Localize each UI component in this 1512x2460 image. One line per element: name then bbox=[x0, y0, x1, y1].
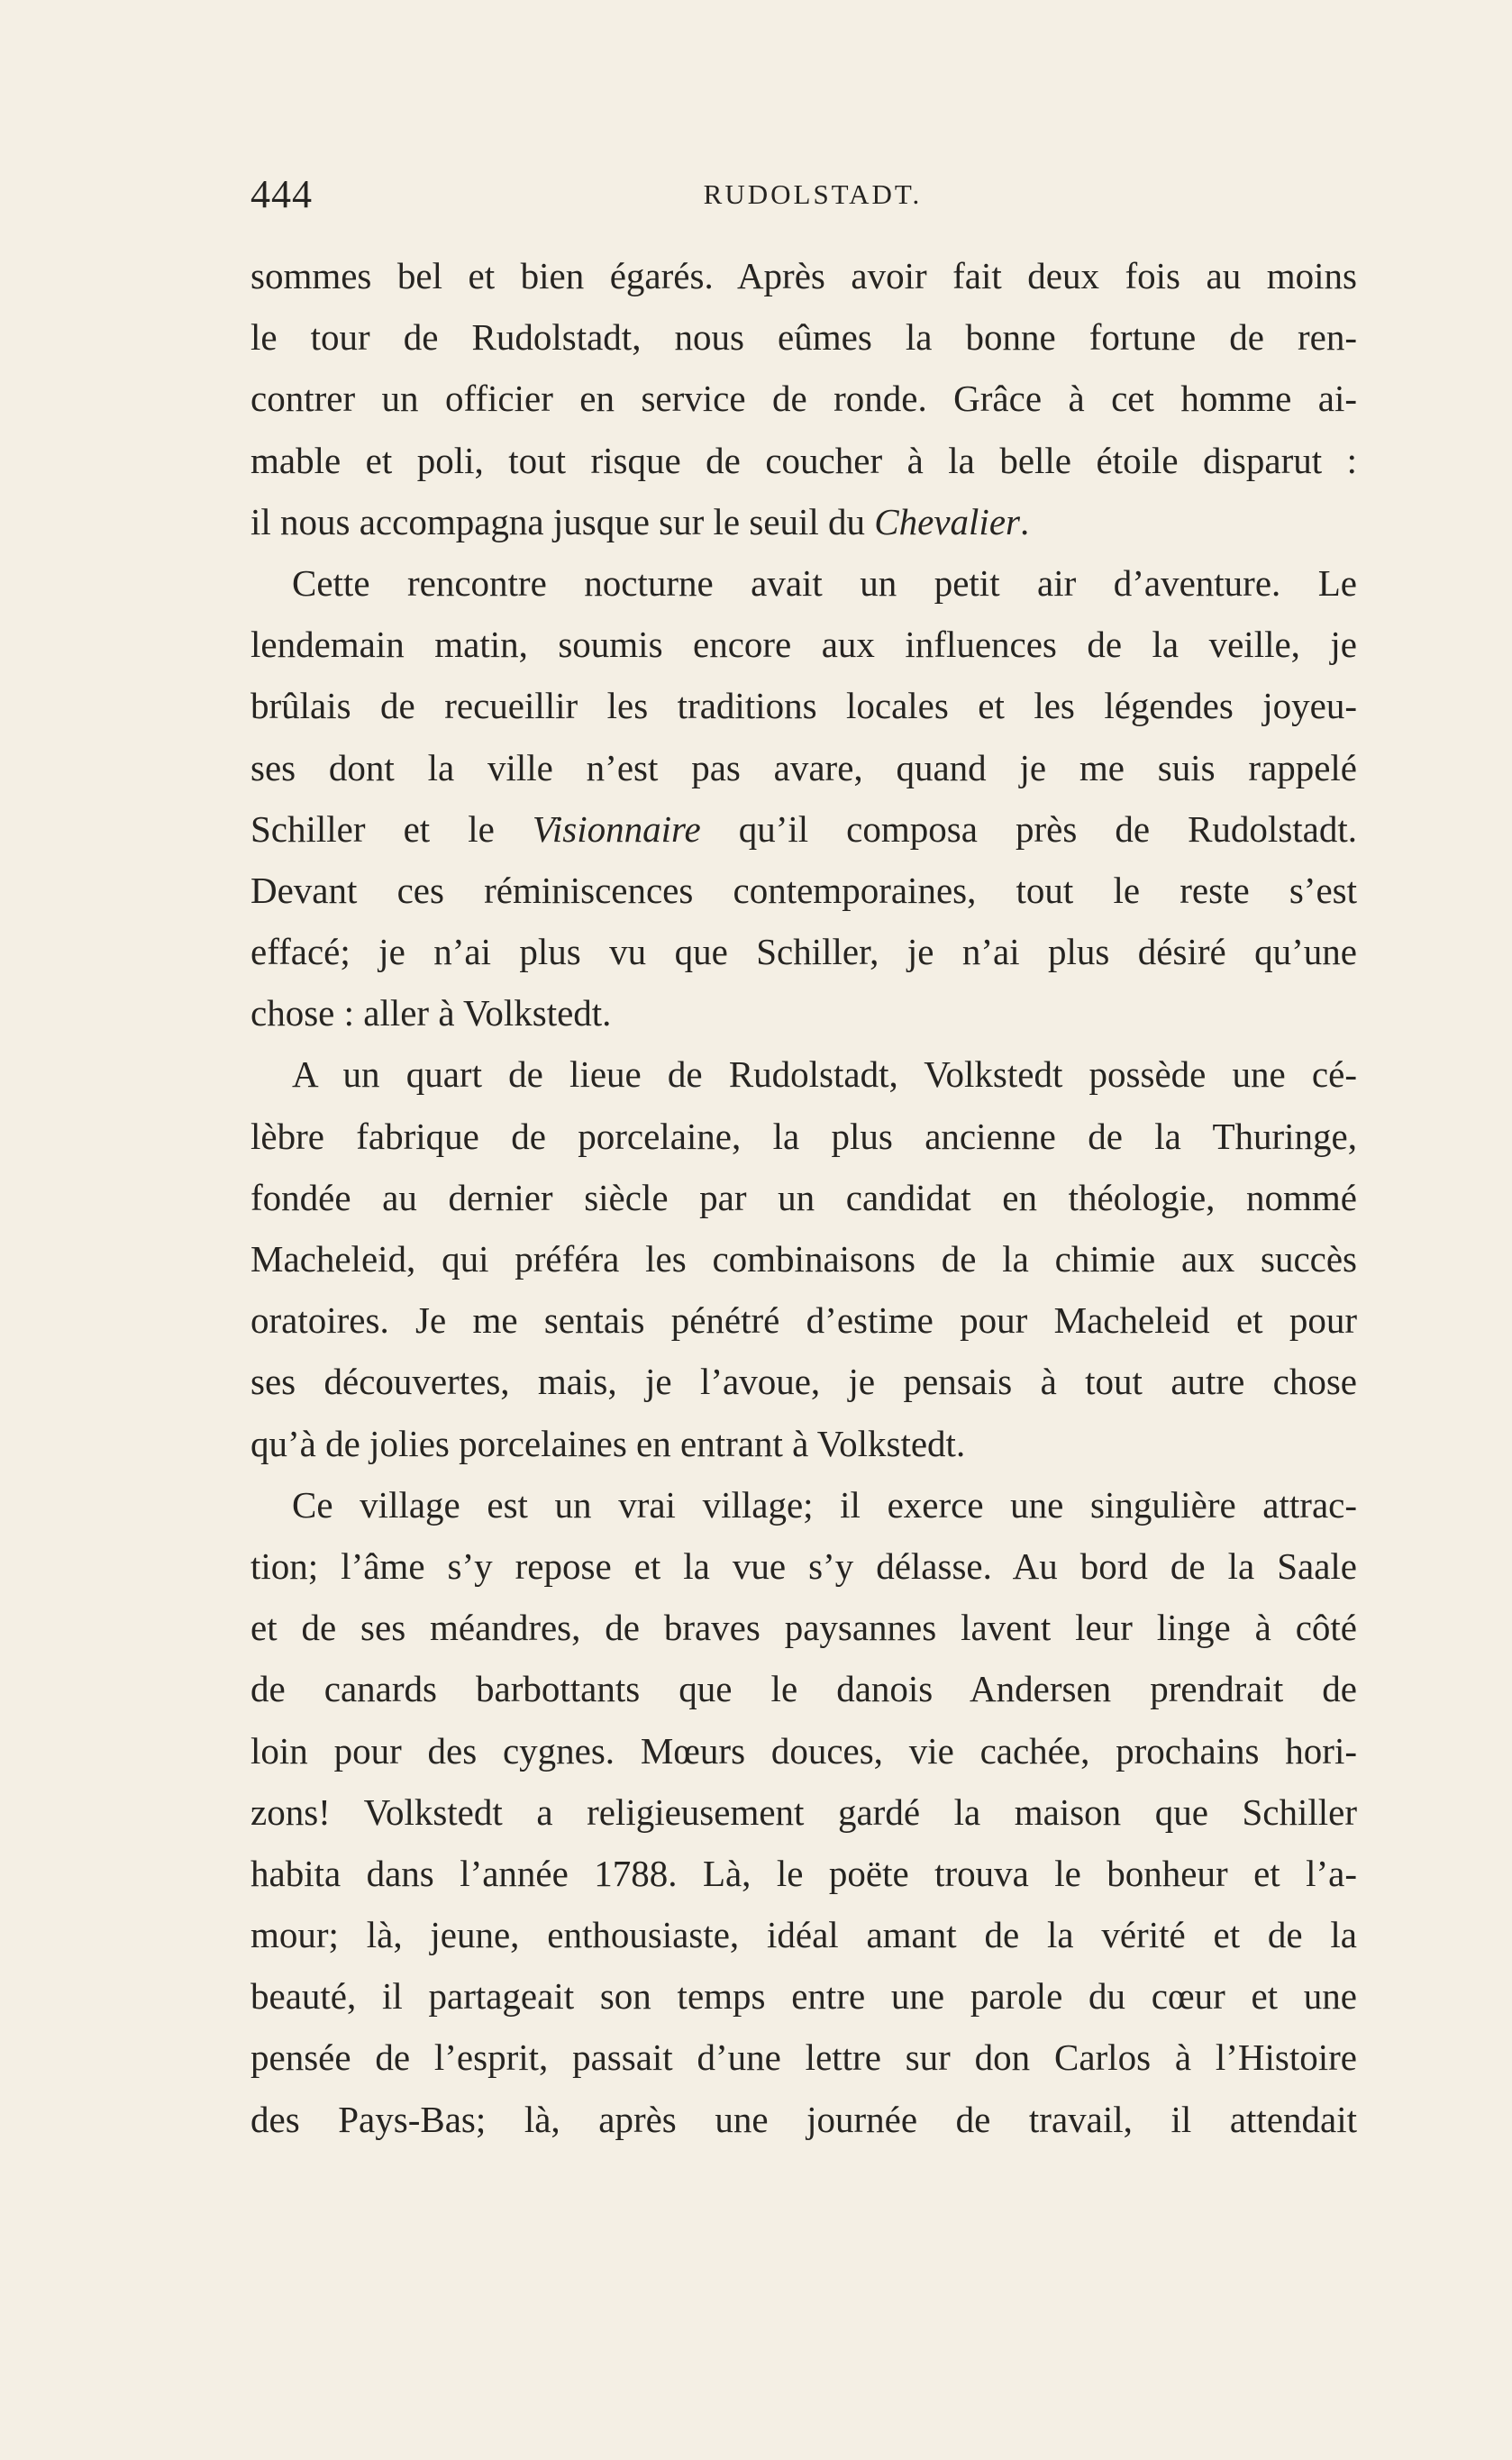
text-line: le tour de Rudolstadt, nous eûmes la bonne fortune de ren- bbox=[250, 316, 1357, 359]
text-line: tion; l’âme s’y repose et la vue s’y délasse. Au bord de la Saale bbox=[250, 1544, 1357, 1587]
text-line: des Pays-Bas; là, après une journée de travail, il attendait bbox=[250, 2098, 1357, 2140]
text-line: et de ses méandres, de braves paysannes lavent leur linge à côté bbox=[250, 1607, 1357, 1649]
text-line: Ce village est un vrai village; il exerce une singulière attrac- bbox=[292, 1483, 1357, 1526]
text-line: de canards barbottants que le danois Andersen prendrait de bbox=[250, 1668, 1357, 1710]
text-line: lendemain matin, soumis encore aux influences de la veille, je bbox=[250, 624, 1357, 666]
text-line: effacé; je n’ai plus vu que Schiller, je n’ai plus désiré qu’une bbox=[250, 931, 1357, 973]
text-line: A un quart de lieue de Rudolstadt, Volkstedt possède une cé- bbox=[292, 1053, 1357, 1096]
text-line: ses découvertes, mais, je l’avoue, je pensais à tout autre chose bbox=[250, 1361, 1357, 1403]
text-line: beauté, il partageait son temps entre une parole du cœur et une bbox=[250, 1975, 1357, 2018]
text-span: Schiller et le bbox=[250, 807, 533, 850]
text-line: habita dans l’année 1788. Là, le poëte trouva le bonheur et l’a- bbox=[250, 1852, 1357, 1894]
text-line: brûlais de recueillir les traditions locales et les légendes joyeu- bbox=[250, 685, 1357, 727]
page-number: 444 bbox=[250, 172, 313, 216]
text-line: qu’à de jolies porcelaines en entrant à Volkstedt. bbox=[250, 1422, 966, 1464]
text-line: chose : aller à Volkstedt. bbox=[250, 992, 612, 1034]
text-span: qu’il composa près de Rudolstadt. bbox=[700, 807, 1358, 850]
text-span: il nous accompagna jusque sur le seuil du bbox=[250, 500, 875, 542]
text-line: Devant ces réminiscences contemporaines, tout le reste s’est bbox=[250, 869, 1357, 911]
text-line: mour; là, jeune, enthousiaste, idéal amant de la vérité et de la bbox=[250, 1914, 1357, 1956]
text-line: Macheleid, qui préféra les combinaisons de la chimie aux succès bbox=[250, 1238, 1357, 1280]
text-line: sommes bel et bien égarés. Après avoir fait deux fois au moins bbox=[250, 255, 1357, 296]
text-line bbox=[250, 798, 1357, 860]
text-line: zons! Volkstedt a religieusement gardé la maison que Schiller bbox=[250, 1790, 1357, 1833]
text-span: . bbox=[1019, 500, 1030, 542]
text-line: Cette rencontre nocturne avait un petit air d’aventure. Le bbox=[292, 561, 1357, 604]
text-line: fondée au dernier siècle par un candidat en théologie, nommé bbox=[250, 1176, 1357, 1218]
italic-title-visionnaire: Visionnaire bbox=[532, 807, 701, 850]
text-line: oratoires. Je me sentais pénétré d’estime pour Macheleid et pour bbox=[250, 1299, 1357, 1342]
text-line: loin pour des cygnes. Mœurs douces, vie cachée, prochains hori- bbox=[250, 1729, 1357, 1772]
text-line: lèbre fabrique de porcelaine, la plus ancienne de la Thuringe, bbox=[250, 1115, 1357, 1157]
italic-title-chevalier: Chevalier bbox=[874, 500, 1020, 542]
text-line: mable et poli, tout risque de coucher à la belle étoile disparut : bbox=[250, 439, 1357, 481]
body-text bbox=[250, 245, 1357, 2150]
text-line bbox=[250, 491, 1357, 552]
running-title: RUDOLSTADT. bbox=[703, 178, 923, 210]
text-line: ses dont la ville n’est pas avare, quand je me suis rappelé bbox=[250, 746, 1357, 788]
text-line: contrer un officier en service de ronde. Grâce à cet homme ai- bbox=[250, 378, 1357, 420]
page-header bbox=[250, 171, 1357, 225]
text-line: pensée de l’esprit, passait d’une lettre sur don Carlos à l’Histoire bbox=[250, 2036, 1357, 2079]
